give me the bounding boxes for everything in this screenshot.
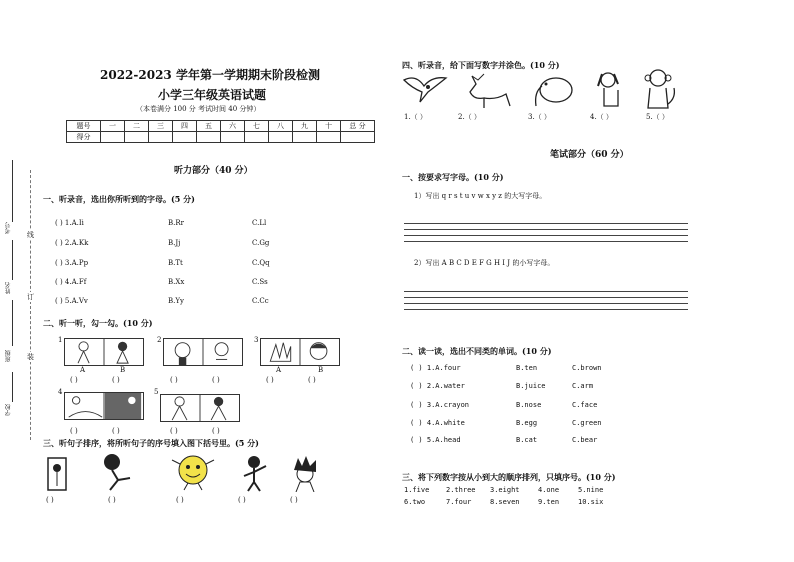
bird-icon [402, 72, 448, 106]
score-head-cell: 总 分 [341, 121, 375, 132]
written-section2-title: 二、读一读，选出不同类的单词。(10 分) [402, 346, 552, 356]
s2-q1-a-paren[interactable]: ( ) [70, 376, 78, 384]
margin-xuexiao-line[interactable] [12, 372, 13, 402]
hand-and-face-icon [261, 339, 339, 365]
s2-q1-picture [64, 338, 144, 366]
waving-girl-icon [240, 454, 270, 492]
score-input-cell[interactable] [101, 132, 125, 143]
writing-line[interactable] [404, 229, 688, 230]
writing-line[interactable] [404, 241, 688, 242]
running-boy-icon [96, 452, 138, 492]
score-input-cell[interactable] [173, 132, 197, 143]
score-head-cell: 五 [197, 121, 221, 132]
s1-q1[interactable]: ( ) 1.A.Ii [55, 219, 84, 227]
s2-q5-a-paren[interactable]: ( ) [170, 427, 178, 435]
s2-q3-b: B [318, 366, 324, 374]
writing-line[interactable] [404, 291, 688, 292]
score-input-cell[interactable] [125, 132, 149, 143]
smiley-sun-icon [168, 450, 218, 494]
s1-q1-c: C.Ll [252, 219, 267, 227]
w3-item-10: 10.six [578, 498, 604, 506]
w2-q5-c: C.bear [572, 436, 598, 444]
s2-num-1: 1 [58, 336, 63, 344]
w3-item-7: 7.four [446, 498, 472, 506]
s1-q5-b: B.Yy [168, 297, 184, 305]
score-input-cell[interactable] [269, 132, 293, 143]
s2-q3-b-paren[interactable]: ( ) [308, 376, 316, 384]
s2-q1-b: B [120, 366, 126, 374]
s1-q1-b: B.Rr [168, 219, 184, 227]
s1-q2-b: B.Jj [168, 239, 181, 247]
s1-q3[interactable]: ( ) 3.A.Pp [55, 259, 89, 267]
s4-answer-3[interactable]: 3.（ ） [528, 113, 551, 121]
s2-q5-picture [160, 394, 240, 422]
margin-xuexiao-label: 学校 [5, 404, 12, 416]
s3-paren-3[interactable]: ( ) [176, 496, 184, 504]
margin-ding: 订 [27, 293, 34, 301]
score-head-cell: 六 [221, 121, 245, 132]
s1-q3-c: C.Qq [252, 259, 270, 267]
score-head-cell: 十 [317, 121, 341, 132]
s4-answer-5[interactable]: 5.（ ） [646, 113, 669, 121]
score-head-cell: 四 [173, 121, 197, 132]
section3-title: 三、听句子排序，将所听句子的序号填入图下括号里。(5 分) [43, 438, 259, 448]
margin-kaohao-label: 考号 [5, 222, 12, 234]
section4-title: 四、听录音，给下面写数字并涂色。(10 分) [402, 60, 560, 70]
score-input-cell[interactable] [341, 132, 375, 143]
exam-info: （本卷满分 100 分 考试时间 40 分钟） [136, 105, 261, 113]
s2-q2-a-paren[interactable]: ( ) [170, 376, 178, 384]
w3-item-9: 9.ten [538, 498, 560, 506]
listening-heading: 听力部分（40 分） [174, 166, 253, 176]
day-night-scene-icon [65, 393, 143, 419]
w2-q4[interactable]: ( ) 4.A.white [410, 419, 465, 427]
monkey-icon [640, 68, 678, 112]
score-input-cell[interactable] [317, 132, 341, 143]
w2-q1[interactable]: ( ) 1.A.four [410, 364, 461, 372]
s2-q2-b-paren[interactable]: ( ) [212, 376, 220, 384]
w3-item-6: 6.two [404, 498, 426, 506]
w1-q2: 2）写出 A B C D E F G H I J 的小写字母。 [414, 259, 555, 267]
s2-q2-picture [163, 338, 243, 366]
s2-q1-a: A [80, 366, 86, 374]
face-parts-icon [164, 339, 242, 365]
w2-q5[interactable]: ( ) 5.A.head [410, 436, 461, 444]
cat-icon [466, 70, 514, 110]
s3-paren-1[interactable]: ( ) [46, 496, 54, 504]
writing-line[interactable] [404, 223, 688, 224]
w2-q5-b: B.cat [516, 436, 538, 444]
s2-q3-a-paren[interactable]: ( ) [266, 376, 274, 384]
s1-q4[interactable]: ( ) 4.A.Ff [55, 278, 87, 286]
s2-q1-b-paren[interactable]: ( ) [112, 376, 120, 384]
s2-num-3: 3 [254, 336, 259, 344]
s1-q4-c: C.Ss [252, 278, 268, 286]
w2-q4-b: B.egg [516, 419, 538, 427]
w2-q4-c: C.green [572, 419, 602, 427]
score-input-cell[interactable] [293, 132, 317, 143]
s2-num-2: 2 [157, 336, 162, 344]
w2-q3[interactable]: ( ) 3.A.crayon [410, 401, 470, 409]
s2-num-5: 5 [154, 388, 159, 396]
s3-paren-5[interactable]: ( ) [290, 496, 298, 504]
s2-q4-picture [64, 392, 144, 420]
score-head-cell: 三 [149, 121, 173, 132]
score-head-cell: 七 [245, 121, 269, 132]
s2-q3-picture [260, 338, 340, 366]
w2-q3-c: C.face [572, 401, 598, 409]
score-row-label: 得分 [67, 132, 101, 143]
telephone-booth-icon [44, 456, 70, 492]
two-children-icon [161, 395, 239, 421]
w3-item-5: 5.nine [578, 486, 604, 494]
dog-icon [594, 70, 628, 110]
s2-q5-b-paren[interactable]: ( ) [212, 427, 220, 435]
s1-q5[interactable]: ( ) 5.A.Vv [55, 297, 88, 305]
score-input-cell[interactable] [197, 132, 221, 143]
w2-q1-c: C.brown [572, 364, 602, 372]
margin-zhuang: 装 [27, 353, 34, 361]
score-head-cell: 九 [293, 121, 317, 132]
section2-title: 二、听一听，勾一勾。(10 分) [43, 318, 153, 328]
score-input-cell[interactable] [245, 132, 269, 143]
s1-q2-c: C.Gg [252, 239, 270, 247]
score-head-cell: 二 [125, 121, 149, 132]
written-heading: 笔试部分（60 分） [550, 150, 629, 160]
margin-banji-label: 班级 [5, 350, 12, 362]
w2-q2-c: C.arm [572, 382, 594, 390]
s4-answer-4[interactable]: 4.（ ） [590, 113, 613, 121]
s2-num-4: 4 [58, 388, 63, 396]
w3-item-2: 2.three [446, 486, 476, 494]
spiky-hair-boy-icon [288, 456, 322, 492]
boy-and-girl-icon [65, 339, 143, 365]
s1-q2[interactable]: ( ) 2.A.Kk [55, 239, 89, 247]
score-input-cell[interactable] [221, 132, 245, 143]
s2-q4-a-paren[interactable]: ( ) [70, 427, 78, 435]
s1-q4-b: B.Xx [168, 278, 185, 286]
w3-item-1: 1.five [404, 486, 430, 494]
margin-xingming-label: 姓名 [5, 282, 12, 294]
score-head-cell: 八 [269, 121, 293, 132]
s2-q4-b-paren[interactable]: ( ) [112, 427, 120, 435]
binding-dashed-line [30, 170, 31, 440]
writing-line[interactable] [404, 309, 688, 310]
w2-q1-b: B.ten [516, 364, 538, 372]
writing-line[interactable] [404, 235, 688, 236]
s3-paren-4[interactable]: ( ) [238, 496, 246, 504]
w3-item-3: 3.eight [490, 486, 520, 494]
w3-item-8: 8.seven [490, 498, 520, 506]
written-section1-title: 一、按要求写字母。(10 分) [402, 172, 504, 182]
writing-line[interactable] [404, 297, 688, 298]
writing-line[interactable] [404, 303, 688, 304]
w2-q2-b: B.juice [516, 382, 546, 390]
score-input-cell[interactable] [149, 132, 173, 143]
s3-paren-2[interactable]: ( ) [108, 496, 116, 504]
exam-subtitle: 小学三年级英语试题 [158, 88, 267, 102]
w1-q1: 1）写出 q r s t u v w x y z 的大写字母。 [414, 192, 547, 200]
s4-answer-2[interactable]: 2.（ ） [458, 113, 481, 121]
exam-title: 2022-2023 学年第一学期期末阶段检测 [100, 68, 320, 82]
w3-item-4: 4.one [538, 486, 560, 494]
s2-q3-a: A [276, 366, 282, 374]
written-section3-title: 三、将下列数字按从小到大的顺序排列，只填序号。(10 分) [402, 472, 616, 482]
section1-title: 一、听录音，选出你所听到的字母。(5 分) [43, 194, 195, 204]
w2-q3-b: B.nose [516, 401, 542, 409]
w2-q2[interactable]: ( ) 2.A.water [410, 382, 465, 390]
margin-banji-line[interactable] [12, 300, 13, 346]
score-head-cell: 题号 [67, 121, 101, 132]
elephant-icon [528, 72, 576, 110]
margin-xingming-line[interactable] [12, 240, 13, 280]
score-table [66, 120, 375, 143]
s1-q3-b: B.Tt [168, 259, 183, 267]
s1-q5-c: C.Cc [252, 297, 269, 305]
s4-answer-1[interactable]: 1.（ ） [404, 113, 427, 121]
score-head-cell: 一 [101, 121, 125, 132]
margin-xian: 线 [27, 231, 34, 239]
margin-kaohao-line[interactable] [12, 160, 13, 222]
